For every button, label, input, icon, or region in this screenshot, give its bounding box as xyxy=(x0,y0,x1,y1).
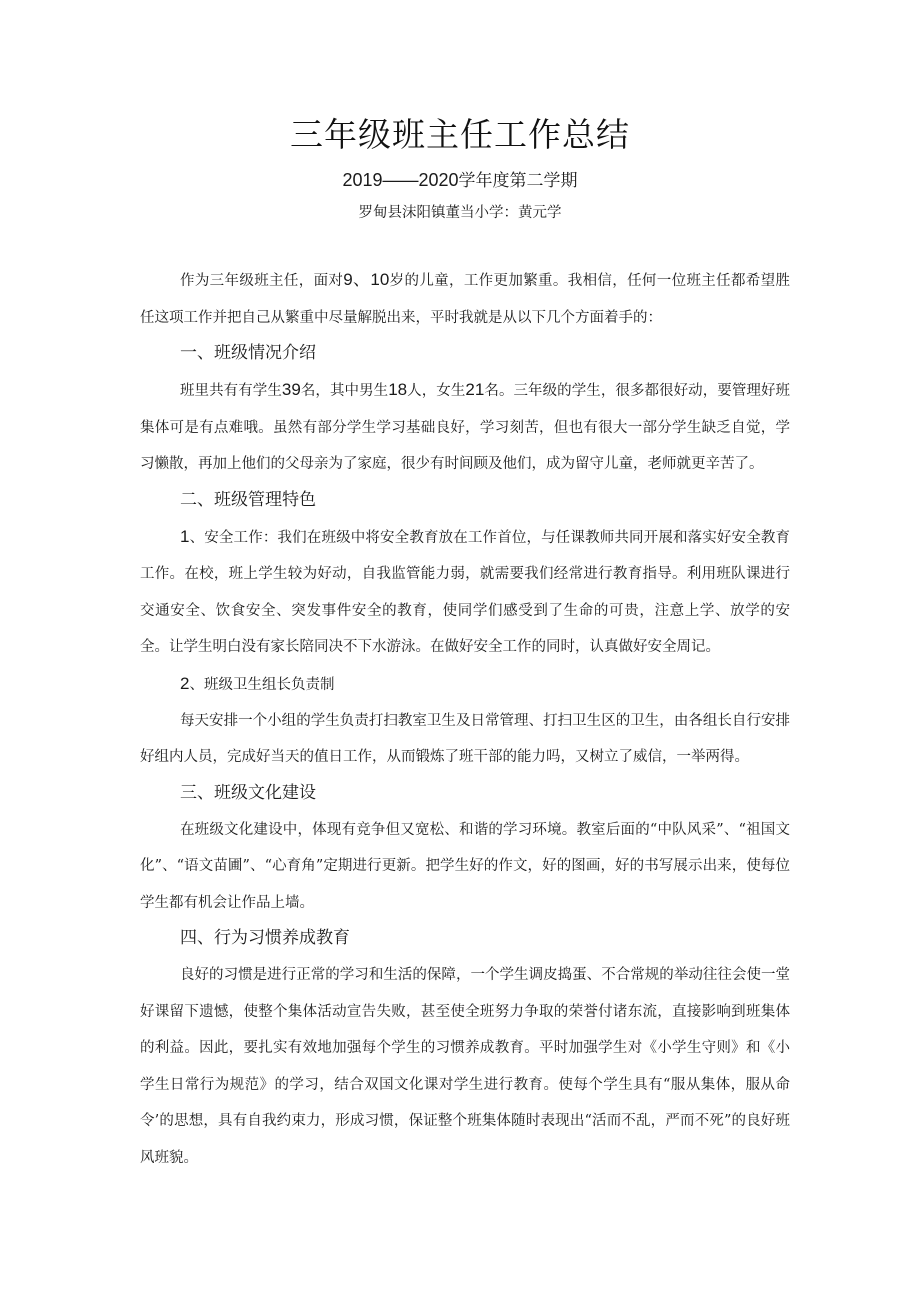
document-body xyxy=(140,262,790,1176)
section1-text-b: 名，其中男生 xyxy=(300,383,389,399)
section4-paragraph: 良好的习惯是进行正常的学习和生活的保障，一个学生调皮捣蛋、不合常规的举动往往会使一堂好课留下遗憾，使整个集体活动宣告失败，甚至使全班努力争取的荣誉付诸东流，直接影响到班集体的利益。因此，要扎实有效地加强每个学生的习惯养成教育。平时加强学生对《小学生守则》和《小学生日常行为规范》的学习，结合双国文化课对学生进行教育。使每个学生具有“服从集体，服从命令’的思想，具有自我约束力，形成习惯，保证整个班集体随时表现出“活而不乱，严而不死”的良好班风班貌。 xyxy=(140,967,790,1166)
section-heading-3: 三、班级文化建设 xyxy=(180,782,316,803)
section1-text-d: 名。三年级的学生，很多都很好动，要管理好班集体可是有点难哦。虽然有部分学生学习基础良好，学习刻苦，但也有很大一部分学生缺乏自觉，学习懒散，再加上他们的父母亲为了家庭，很少有时间顾及他们，成为留守儿童，老师就更辛苦了。 xyxy=(140,383,790,472)
intro-text-b: 岁的儿童，工作更加繁重。我相信，任何一位班主任都希望胜任这项工作并把自己从繁重中尽量解脱出来，平时我就是从以下几个方面着手的： xyxy=(140,273,790,326)
item1-number: 1 xyxy=(180,526,190,546)
section-heading-1: 一、班级情况介绍 xyxy=(180,343,316,363)
section2-item1-paragraph xyxy=(140,519,790,666)
intro-text-a: 作为三年级班主任，面对 xyxy=(180,273,344,289)
page-title: 三年级班主任工作总结 xyxy=(290,115,630,154)
section2-item2-title xyxy=(140,666,790,703)
intro-ages: 9、10 xyxy=(343,270,390,289)
section1-text-c: 人，女生 xyxy=(407,383,466,399)
subtitle xyxy=(0,168,920,193)
subtitle-term: 学年度第二学期 xyxy=(458,171,578,191)
section3-paragraph: 在班级文化建设中，体现有竞争但又宽松、和谐的学习环境。教室后面的“中队风采”、“祖国文化”、“语文苗圃”、“心育角”定期进行更新。把学生好的作文，好的图画，好的书写展示出来，使每位学生都有机会让作品上墙。 xyxy=(140,821,790,911)
section-heading-4: 四、行为习惯养成教育 xyxy=(180,928,350,948)
section1-text-a: 班里共有有学生 xyxy=(180,383,282,399)
item2-number: 2 xyxy=(180,673,190,693)
item2-title-text: 、班级卫生组长负责制 xyxy=(189,676,335,693)
section-heading-2: 二、班级管理特色 xyxy=(180,489,316,510)
subtitle-years: 2019——2020 xyxy=(342,170,459,190)
intro-paragraph xyxy=(140,262,790,336)
item1-text: 、安全工作：我们在班级中将安全教育放在工作首位，与任课教师共同开展和落实好安全教育工作。在校，班上学生较为好动，自我监管能力弱，就需要我们经常进行教育指导。利用班队课进行交通安全、饮食安全、突发事件安全的教育，使同学们感受到了生命的可贵，注意上学、放学的安全。让学生明白没有家长陪同决不下水游泳。在做好安全工作的同时，认真做好安全周记。 xyxy=(140,529,790,655)
author-line: 罗甸县沫阳镇董当小学：黄元学 xyxy=(358,205,562,221)
section1-paragraph xyxy=(140,372,790,483)
girl-count: 21 xyxy=(465,380,485,399)
section2-item2-paragraph: 每天安排一个小组的学生负责打扫教室卫生及日常管理、打扫卫生区的卫生，由各组长自行安排好组内人员，完成好当天的值日工作，从而锻炼了班干部的能力吗，又树立了威信，一举两得。 xyxy=(140,712,790,765)
boy-count: 18 xyxy=(388,380,408,399)
student-count: 39 xyxy=(281,380,301,399)
